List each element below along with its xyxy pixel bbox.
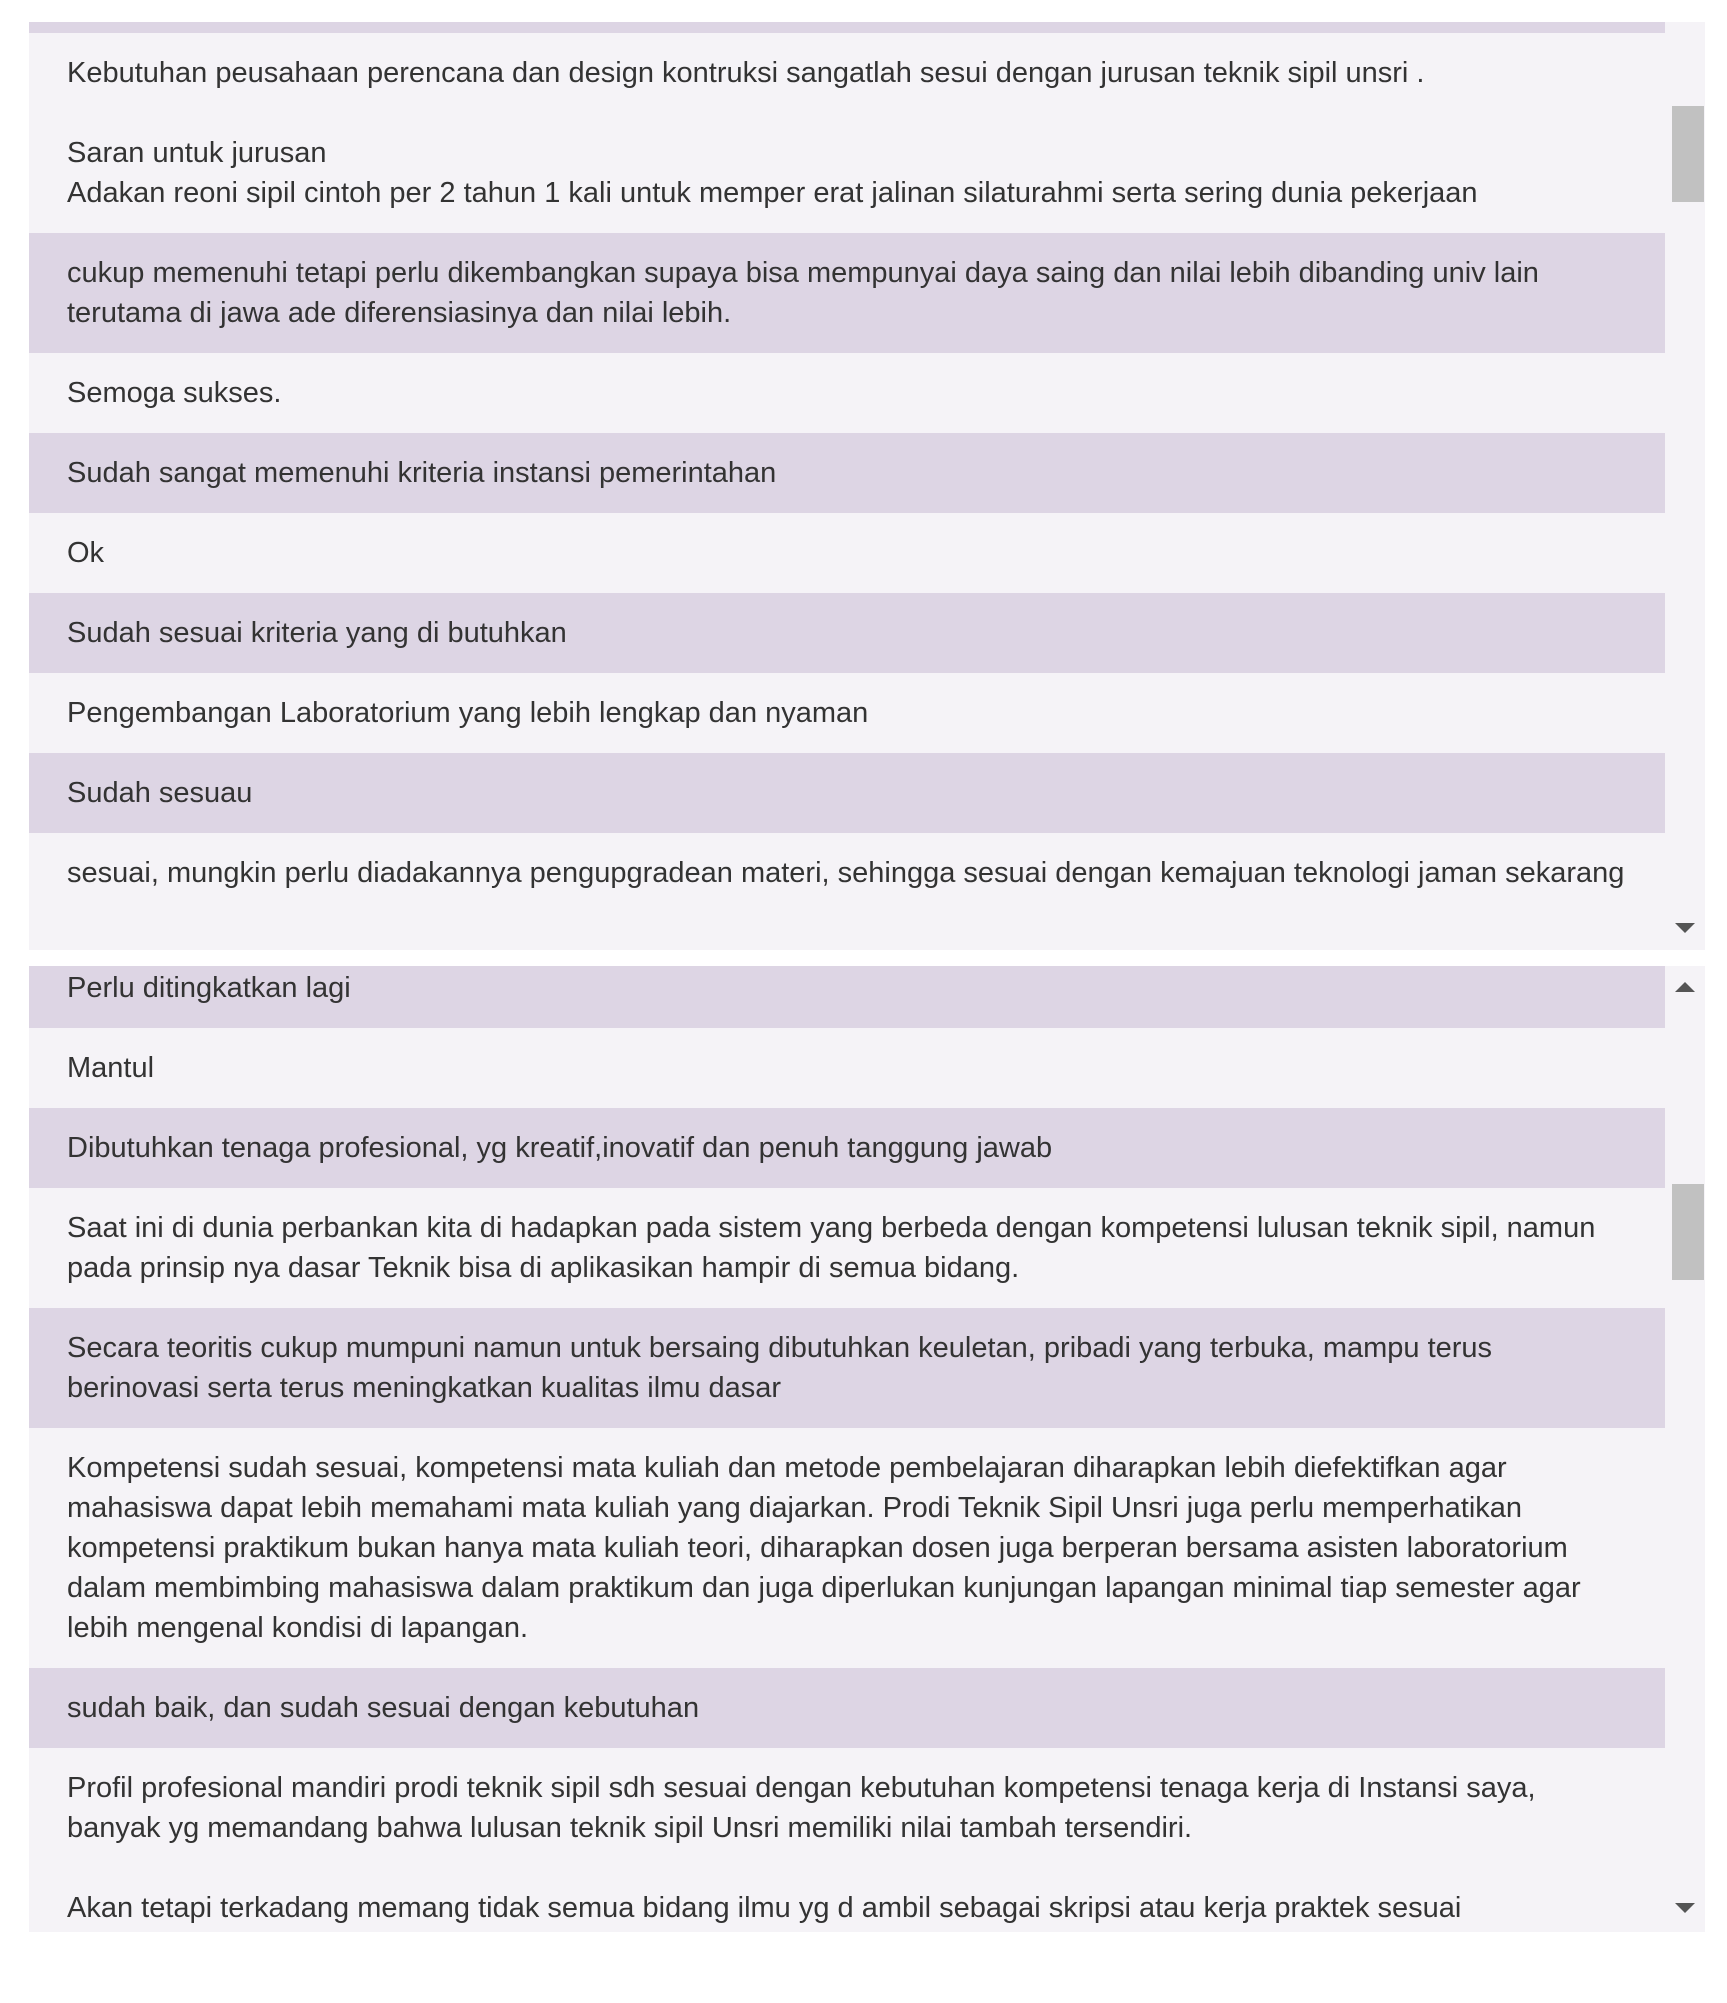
responses-panel-1[interactable] [29, 22, 1705, 950]
scroll-thumb[interactable] [1672, 106, 1704, 202]
response-row: Mantul [29, 1028, 1665, 1108]
response-row: Sudah sesuau [29, 753, 1665, 833]
response-row: Ok [29, 513, 1665, 593]
response-row: Sudah sangat memenuhi kriteria instansi pemerintahan [29, 433, 1665, 513]
response-row: Perlu ditingkatkan lagi [29, 966, 1665, 1028]
response-row: Profil profesional mandiri prodi teknik sipil sdh sesuai dengan kebutuhan kompetensi tenaga kerja di Instansi saya, banyak yg memandang bahwa lulusan teknik sipil Unsri memiliki nilai tambah tersendiri. Akan tetapi terkadang memang tidak semua bidang ilmu yg d ambil sebagai skripsi atau kerja praktek sesuai [29, 1748, 1665, 1932]
response-row: Semoga sukses. [29, 353, 1665, 433]
response-row: sesuai, mungkin perlu diadakannya pengupgradean materi, sehingga sesuai dengan kemajuan teknologi jaman sekarang [29, 833, 1665, 913]
scroll-thumb[interactable] [1672, 1184, 1704, 1280]
response-row: Dibutuhkan tenaga profesional, yg kreatif,inovatif dan penuh tanggung jawab [29, 1108, 1665, 1188]
responses-panel-2[interactable] [29, 966, 1705, 1932]
scroll-up-icon[interactable] [1675, 982, 1695, 992]
scrollbar[interactable] [1665, 22, 1705, 950]
scroll-down-icon[interactable] [1675, 923, 1695, 933]
response-row: Secara teoritis cukup mumpuni namun untuk bersaing dibutuhkan keuletan, pribadi yang terbuka, mampu terus berinovasi serta terus meningkatkan kualitas ilmu dasar [29, 1308, 1665, 1428]
response-row: cukup memenuhi tetapi perlu dikembangkan supaya bisa mempunyai daya saing dan nilai lebih dibanding univ lain terutama di jawa ade diferensiasinya dan nilai lebih. [29, 233, 1665, 353]
responses-list-2 [29, 966, 1665, 1932]
response-row: Saat ini di dunia perbankan kita di hadapkan pada sistem yang berbeda dengan kompetensi lulusan teknik sipil, namun pada prinsip nya dasar Teknik bisa di aplikasikan hampir di semua bidang. [29, 1188, 1665, 1308]
response-row: Sudah sesuai kriteria yang di butuhkan [29, 593, 1665, 673]
responses-list-1 [29, 22, 1665, 950]
response-row: Kebutuhan peusahaan perencana dan design kontruksi sangatlah sesui dengan jurusan teknik sipil unsri . Saran untuk jurusan Adakan reoni sipil cintoh per 2 tahun 1 kali untuk memper erat jalinan silaturahmi serta sering dunia pekerjaan [29, 33, 1665, 233]
scrollbar[interactable] [1665, 966, 1705, 1932]
response-row: Pengembangan Laboratorium yang lebih lengkap dan nyaman [29, 673, 1665, 753]
response-row: sudah baik, dan sudah sesuai dengan kebutuhan [29, 1668, 1665, 1748]
response-row: Kompetensi sudah sesuai, kompetensi mata kuliah dan metode pembelajaran diharapkan lebih diefektifkan agar mahasiswa dapat lebih memahami mata kuliah yang diajarkan. Prodi Teknik Sipil Unsri juga perlu memperhatikan kompetensi praktikum bukan hanya mata kuliah teori, diharapkan dosen juga berperan bersama asisten laboratorium dalam membimbing mahasiswa dalam praktikum dan juga diperlukan kunjungan lapangan minimal tiap semester agar lebih mengenal kondisi di lapangan. [29, 1428, 1665, 1668]
scroll-down-icon[interactable] [1675, 1903, 1695, 1913]
